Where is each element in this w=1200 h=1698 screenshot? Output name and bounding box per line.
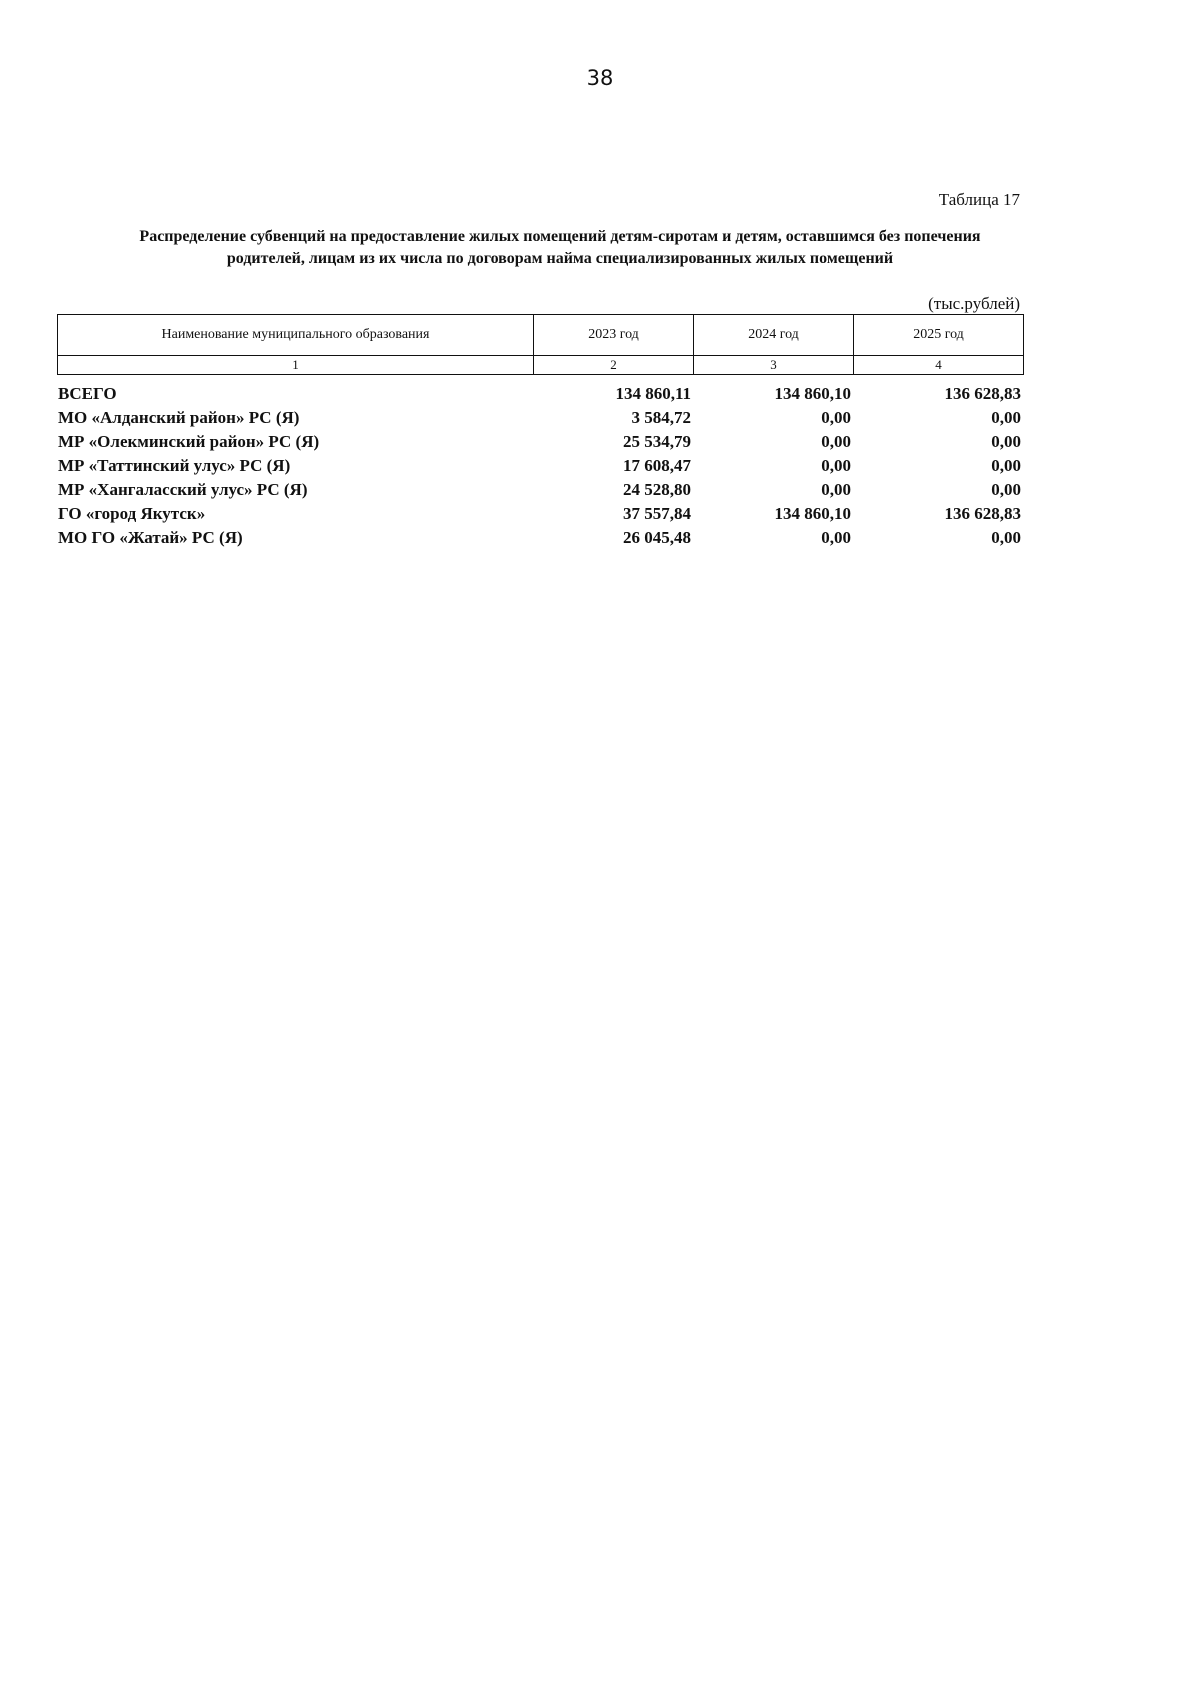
table-row xyxy=(58,478,1024,502)
value-2025: 136 628,83 xyxy=(944,384,1021,403)
value-2024: 0,00 xyxy=(821,528,851,547)
column-number-1: 1 xyxy=(58,356,534,375)
value-2023: 3 584,72 xyxy=(631,408,691,427)
header-name: Наименование муниципального образования xyxy=(58,315,534,356)
table-header xyxy=(57,314,1024,375)
row-name: ГО «город Якутск» xyxy=(58,504,206,523)
title-line-1: Распределение субвенций на предоставление жилых помещений детям-сиротам и детям, оставшимся без попечения xyxy=(139,228,981,245)
row-name: МО ГО «Жатай» РС (Я) xyxy=(58,528,243,547)
header-row xyxy=(58,315,1024,356)
column-number-row xyxy=(58,356,1024,375)
value-2023: 25 534,79 xyxy=(623,432,691,451)
header-2025: 2025 год xyxy=(854,315,1024,356)
table-label: Таблица 17 xyxy=(938,190,1020,209)
value-2023: 37 557,84 xyxy=(623,504,691,523)
value-2023: 17 608,47 xyxy=(623,456,691,475)
row-name: МР «Хангаласский улус» РС (Я) xyxy=(58,480,308,499)
table-row xyxy=(58,454,1024,478)
page-number: 38 xyxy=(586,66,614,90)
value-2023: 26 045,48 xyxy=(623,528,691,547)
value-2025: 0,00 xyxy=(991,528,1021,547)
value-2024: 0,00 xyxy=(821,432,851,451)
value-2024: 134 860,10 xyxy=(774,504,851,523)
value-2023: 134 860,11 xyxy=(615,384,691,403)
table-row xyxy=(58,382,1024,406)
value-2025: 0,00 xyxy=(991,456,1021,475)
document-title xyxy=(60,226,1060,270)
row-name: МО «Алданский район» РС (Я) xyxy=(58,408,300,427)
data-table xyxy=(58,382,1024,550)
row-name: МР «Таттинский улус» РС (Я) xyxy=(58,456,291,475)
value-2023: 24 528,80 xyxy=(623,480,691,499)
value-2024: 134 860,10 xyxy=(774,384,851,403)
value-2025: 0,00 xyxy=(991,408,1021,427)
title-line-2: родителей, лицам из их числа по договорам найма специализированных жилых помещений xyxy=(226,250,894,267)
header-2023: 2023 год xyxy=(534,315,694,356)
row-name: ВСЕГО xyxy=(58,384,117,403)
value-2025: 0,00 xyxy=(991,480,1021,499)
table-row xyxy=(58,502,1024,526)
value-2025: 0,00 xyxy=(991,432,1021,451)
value-2025: 136 628,83 xyxy=(944,504,1021,523)
table-row xyxy=(58,526,1024,550)
value-2024: 0,00 xyxy=(821,456,851,475)
header-2024: 2024 год xyxy=(694,315,854,356)
value-2024: 0,00 xyxy=(821,408,851,427)
column-number-4: 4 xyxy=(854,356,1024,375)
table-row xyxy=(58,430,1024,454)
row-name: МР «Олекминский район» РС (Я) xyxy=(58,432,320,451)
column-number-2: 2 xyxy=(534,356,694,375)
table-row xyxy=(58,406,1024,430)
value-2024: 0,00 xyxy=(821,480,851,499)
units-label: (тыс.рублей) xyxy=(928,294,1020,313)
column-number-3: 3 xyxy=(694,356,854,375)
